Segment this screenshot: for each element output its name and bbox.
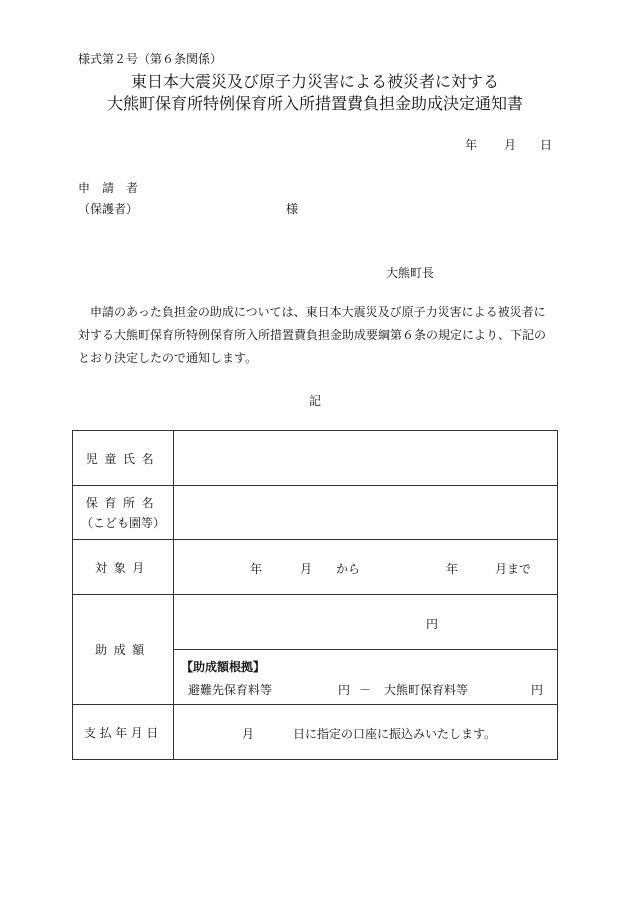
applicant-label: 申 請 者 bbox=[78, 181, 139, 195]
subsidy-amount-field bbox=[174, 595, 558, 650]
issuer: 大熊町長 bbox=[386, 266, 435, 280]
period-year-2: 年 bbox=[446, 562, 459, 576]
date-month: 月 bbox=[504, 138, 517, 152]
minus-sign: － bbox=[359, 683, 372, 697]
title-line-2: 大熊町保育所特例保育所入所措置費負担金助成決定通知書 bbox=[106, 94, 523, 113]
subsidy-label-cell bbox=[73, 595, 174, 705]
form-number: 様式第２号（第６条関係） bbox=[78, 52, 223, 66]
period-from: から bbox=[336, 562, 361, 576]
title-line-1: 東日本大震災及び原子力災害による被災者に対する bbox=[130, 72, 499, 91]
child-name-label-cell bbox=[73, 431, 174, 486]
payment-month: 月 bbox=[242, 727, 255, 741]
payment-label-cell bbox=[73, 705, 174, 760]
facility-sub-label: （こども園等） bbox=[80, 515, 165, 530]
period-until: 月まで bbox=[495, 562, 532, 576]
period-month-1: 月 bbox=[300, 562, 313, 576]
evac-fee-label: 避難先保育料等 bbox=[188, 683, 273, 697]
period-year-1: 年 bbox=[250, 562, 263, 576]
ki-heading: 記 bbox=[309, 394, 322, 408]
period-field bbox=[174, 540, 558, 595]
period-label: 対象月 bbox=[95, 560, 151, 575]
date-year: 年 bbox=[465, 138, 478, 152]
payment-text: 日に指定の口座に振込みいたします。 bbox=[293, 727, 497, 741]
honorific: 様 bbox=[286, 202, 299, 216]
guardian-label: （保護者） bbox=[78, 202, 139, 216]
body-paragraph: 申請のあった負担金の助成については、東日本大震災及び原子力災害による被災者に対する大熊町保育所特例保育所入所措置費負担金助成要綱第６条の規定により、下記のとおり決定したので通知します。 bbox=[78, 305, 547, 365]
facility-field bbox=[174, 486, 558, 540]
subsidy-table bbox=[72, 430, 558, 760]
subsidy-yen: 円 bbox=[426, 617, 439, 631]
facility-label: 保育所名 bbox=[85, 495, 161, 510]
payment-label: 支払年月日 bbox=[83, 725, 162, 740]
payment-field bbox=[174, 705, 558, 760]
subsidy-basis-field bbox=[174, 650, 558, 705]
okuma-fee-label: 大熊町保育料等 bbox=[384, 683, 469, 697]
facility-label-cell bbox=[73, 486, 174, 540]
subsidy-label: 助成額 bbox=[95, 643, 151, 657]
period-label-cell bbox=[73, 540, 174, 595]
okuma-fee-yen: 円 bbox=[531, 683, 544, 697]
child-name-field bbox=[174, 431, 558, 486]
date-day: 日 bbox=[540, 138, 553, 152]
evac-fee-yen: 円 bbox=[338, 683, 351, 697]
basis-title: 【助成額根拠】 bbox=[181, 660, 266, 674]
child-name-label: 児童氏名 bbox=[85, 451, 161, 466]
